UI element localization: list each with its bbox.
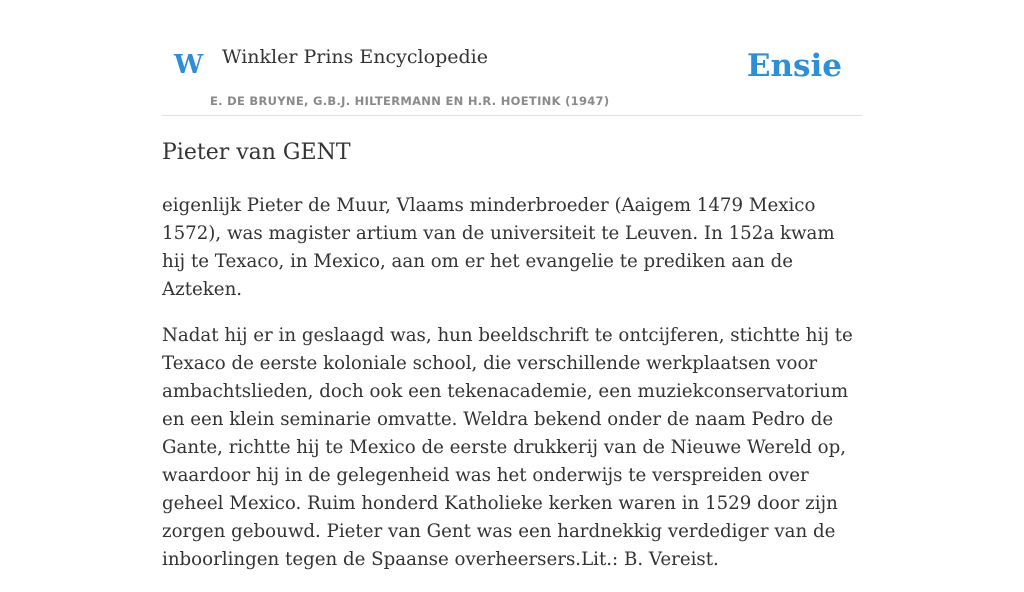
page-container — [162, 0, 862, 570]
source-authors: E. DE BRUYNE, G.B.J. HILTERMANN EN H.R. HOETINK (1947) — [210, 94, 610, 108]
ensie-logo[interactable]: Ensie — [746, 48, 842, 84]
article-body — [162, 192, 862, 592]
source-title[interactable]: Winkler Prins Encyclopedie — [222, 46, 488, 68]
source-logo-w[interactable]: W — [174, 50, 204, 80]
article-paragraph: Nadat hij er in geslaagd was, hun beeldschrift te ontcijferen, stichtte hij te Texaco de eerste koloniale school, die verschillende werkplaatsen voor ambachtslieden, doch ook een tekenacademie, een muziekconservatorium en een klein seminarie omvatte. Weldra bekend onder de naam Pedro de Gante, richtte hij te Mexico de eerste drukkerij van de Nieuwe Wereld op, waardoor hij in de gelegenheid was het onderwijs te verspreiden over geheel Mexico. Ruim honderd Katholieke kerken waren in 1529 door zijn zorgen gebouwd. Pieter van Gent was een hardnekkig verdediger van de inboorlingen tegen de Spaanse overheersers.Lit.: B. Vereist. — [162, 325, 853, 570]
article-paragraph: eigenlijk Pieter de Muur, Vlaams minderbroeder (Aaigem 1479 Mexico 1572), was magister artium van de universiteit te Leuven. In 152a kwam hij te Texaco, in Mexico, aan om er het evangelie te prediken aan de Azteken. — [162, 195, 835, 300]
article-title: Pieter van GENT — [162, 140, 351, 165]
source-header — [162, 0, 862, 116]
